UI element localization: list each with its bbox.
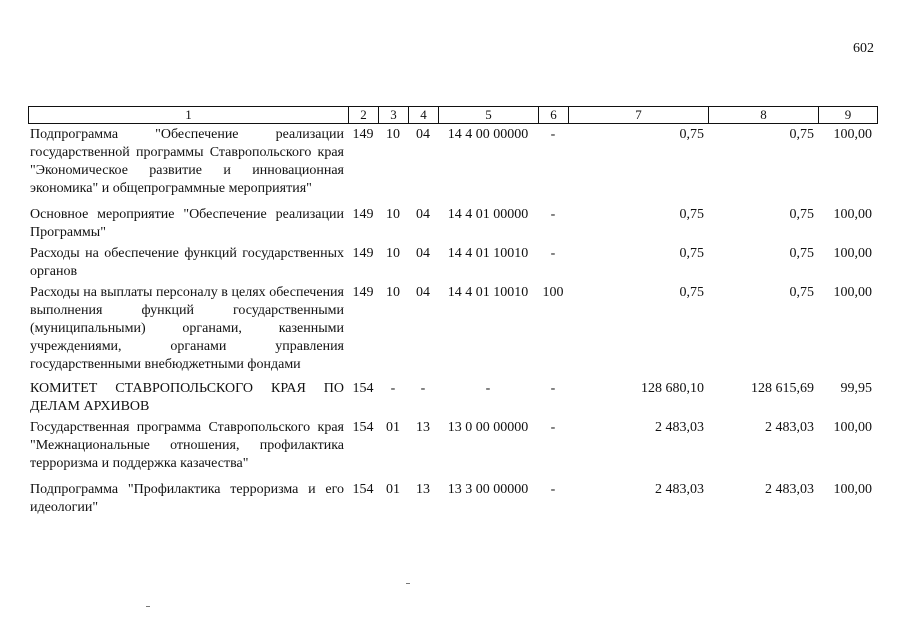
row-target-article: 13 3 00 00000: [447, 482, 529, 497]
scan-speck: [406, 583, 410, 584]
header-col-1: 1: [29, 107, 349, 123]
row-executed: 0,75: [789, 285, 814, 300]
table-row: [28, 380, 876, 416]
row-subsection-code: 04: [416, 207, 430, 222]
row-name: КОМИТЕТ СТАВРОПОЛЬСКОГО КРАЯ ПО ДЕЛАМ АРХИВОВ: [30, 381, 344, 414]
table-row: [28, 481, 876, 517]
row-target-article: 14 4 01 10010: [447, 246, 529, 261]
table-row: [28, 126, 876, 198]
header-col-9: 9: [844, 107, 852, 122]
row-executed: 0,75: [789, 207, 814, 222]
row-ministry-code: 149: [352, 246, 374, 261]
page-number: 602: [853, 41, 874, 56]
header-col-6: 6: [539, 107, 569, 123]
table-row: [28, 245, 876, 281]
row-ministry-code: 154: [352, 482, 374, 497]
row-name: Подпрограмма "Обеспечение реализации государственной программы Ставропольского края "Экономическое развитие и инновационная экономика" и общепрограммные мероприятия": [30, 127, 344, 196]
row-executed: 0,75: [789, 127, 814, 142]
row-section-code: -: [390, 381, 396, 396]
row-expense-type: 100: [542, 285, 564, 300]
row-expense-type: -: [550, 207, 556, 222]
row-percent: 100,00: [833, 127, 872, 142]
row-percent: 100,00: [833, 207, 872, 222]
row-target-article: 14 4 01 10010: [447, 285, 529, 300]
row-name: Государственная программа Ставропольского края "Межнациональные отношения, профилактика терроризма и поддержка казачества": [30, 420, 344, 471]
row-target-article: 14 4 01 00000: [447, 207, 529, 222]
row-planned: 0,75: [679, 127, 704, 142]
row-expense-type: -: [550, 420, 556, 435]
row-ministry-code: 154: [352, 381, 374, 396]
row-percent: 99,95: [840, 381, 872, 396]
row-planned: 0,75: [679, 285, 704, 300]
row-expense-type: -: [550, 482, 556, 497]
row-expense-type: -: [550, 381, 556, 396]
row-target-article: 14 4 00 00000: [447, 127, 529, 142]
table-row: [28, 284, 876, 374]
row-ministry-code: 149: [352, 127, 374, 142]
table-body: [28, 126, 876, 520]
row-executed: 2 483,03: [765, 482, 814, 497]
header-col-5: 5: [439, 107, 539, 123]
row-section-code: 10: [386, 207, 400, 222]
row-target-article: 13 0 00 00000: [447, 420, 529, 435]
row-subsection-code: 13: [416, 482, 430, 497]
row-planned: 2 483,03: [655, 482, 704, 497]
row-subsection-code: 04: [416, 246, 430, 261]
row-ministry-code: 149: [352, 207, 374, 222]
row-target-article: -: [485, 381, 491, 396]
header-col-3: 3: [379, 107, 409, 123]
row-expense-type: -: [550, 127, 556, 142]
row-name: Подпрограмма "Профилактика терроризма и его идеологии": [30, 482, 344, 515]
table-header: [28, 106, 878, 124]
row-section-code: 10: [386, 127, 400, 142]
header-col-7: 7: [569, 107, 709, 123]
row-planned: 0,75: [679, 207, 704, 222]
row-section-code: 10: [386, 246, 400, 261]
row-percent: 100,00: [833, 482, 872, 497]
row-name: Расходы на выплаты персоналу в целях обеспечения выполнения функций государственными (муниципальными) органами, казенными учреждениями, органами управления государственными внебюджетными фондами: [30, 285, 344, 372]
row-percent: 100,00: [833, 420, 872, 435]
scan-speck: [146, 606, 150, 607]
row-percent: 100,00: [833, 246, 872, 261]
row-percent: 100,00: [833, 285, 872, 300]
row-ministry-code: 154: [352, 420, 374, 435]
table-row: [28, 419, 876, 473]
row-subsection-code: -: [420, 381, 426, 396]
header-col-8: 8: [709, 107, 819, 123]
row-executed: 2 483,03: [765, 420, 814, 435]
row-section-code: 01: [386, 482, 400, 497]
row-subsection-code: 13: [416, 420, 430, 435]
row-section-code: 01: [386, 420, 400, 435]
row-subsection-code: 04: [416, 285, 430, 300]
header-col-2: 2: [349, 107, 379, 123]
row-executed: 128 615,69: [751, 381, 814, 396]
row-ministry-code: 149: [352, 285, 374, 300]
row-subsection-code: 04: [416, 127, 430, 142]
row-name: Расходы на обеспечение функций государственных органов: [30, 246, 344, 279]
row-expense-type: -: [550, 246, 556, 261]
row-section-code: 10: [386, 285, 400, 300]
row-executed: 0,75: [789, 246, 814, 261]
row-planned: 2 483,03: [655, 420, 704, 435]
row-name: Основное мероприятие "Обеспечение реализации Программы": [30, 207, 344, 240]
header-col-4: 4: [409, 107, 439, 123]
row-planned: 0,75: [679, 246, 704, 261]
row-planned: 128 680,10: [641, 381, 704, 396]
table-row: [28, 206, 876, 242]
